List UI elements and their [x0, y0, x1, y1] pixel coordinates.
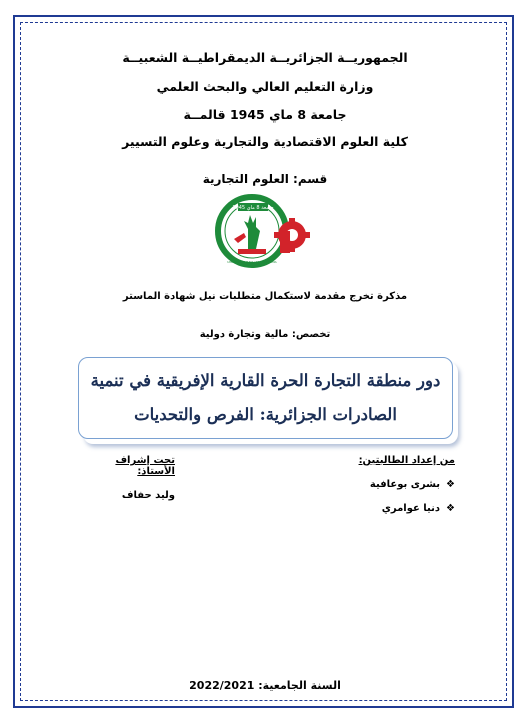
logo-caption-top: جامعة 8 ماي 1945 — [232, 205, 274, 211]
republic-name: الجمهوريــة الجزائريــة الديمقراطيــة الشعبيــة — [122, 50, 408, 65]
ministry-name: وزارة التعليم العالي والبحث العلمي — [156, 79, 374, 94]
student-item — [359, 479, 455, 490]
bullet-icon: ❖ — [446, 503, 455, 514]
student-name: دنيا عوامري — [381, 503, 441, 514]
logo-base — [238, 249, 266, 254]
supervisor-label: تحت إشراف الأستاذ: — [115, 455, 175, 477]
memo-statement: مذكرة تخرج مقدمة لاستكمال متطلبات نيل شهادة الماستر — [122, 291, 408, 302]
university-name: جامعة 8 ماي 1945 قالمــة — [183, 107, 347, 122]
university-logo-graphic — [208, 191, 312, 271]
faculty-name: كلية العلوم الاقتصادية والتجارية وعلوم التسيير — [122, 134, 408, 149]
supervisor-name: وليد حفاف — [121, 490, 175, 501]
academic-year: السنة الجامعية: 2022/2021 — [189, 679, 341, 692]
thesis-title-box — [78, 357, 453, 439]
student-name: بشرى بوعافية — [369, 479, 441, 490]
specialization: تخصص: مالية وتجارة دولية — [199, 329, 331, 340]
department-name: قسم: العلوم التجارية — [202, 172, 328, 186]
student-item — [359, 503, 455, 514]
supervisor-section — [75, 455, 175, 501]
thesis-title-line-2: الصادرات الجزائرية: الفرص والتحديات — [134, 405, 397, 424]
students-section — [359, 455, 455, 514]
thesis-title-line-1: دور منطقة التجارة الحرة القارية الإفريقية في تنمية — [90, 371, 441, 390]
university-logo — [208, 191, 312, 271]
logo-gear-stem — [280, 231, 290, 253]
bullet-icon: ❖ — [446, 479, 455, 490]
students-label: من إعداد الطالبتين: — [358, 455, 455, 466]
logo-caption-bottom: UNIVERSITE 8 MAI 1945 GUELMA — [227, 260, 277, 264]
